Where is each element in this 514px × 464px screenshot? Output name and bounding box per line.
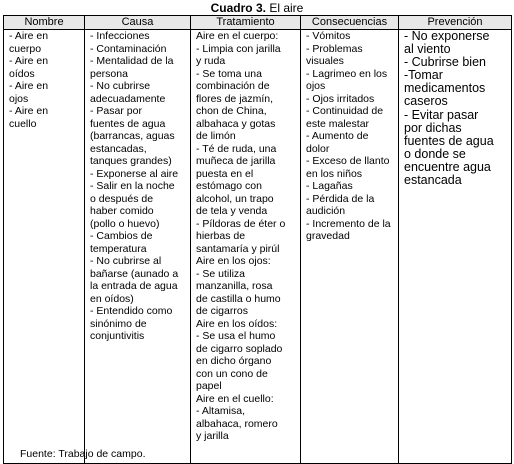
header-causa: Causa (85, 16, 191, 30)
tratamiento-list (196, 30, 298, 443)
consecuencias-line: - Exceso de llanto (306, 155, 390, 167)
nombre-line: oídos (9, 67, 35, 80)
nombre-line: - Aire en (9, 105, 49, 117)
causa-line: - No cubrirse (90, 80, 151, 92)
causa-line: - Contaminación (90, 42, 167, 55)
tratamiento-line: santamaría y pirúl (196, 242, 280, 255)
tratamiento-line: con un cono de (196, 367, 268, 380)
nombre-line: cuello (9, 117, 37, 130)
tratamiento-line: de cigarros (196, 305, 248, 317)
cell-tratamiento (191, 30, 301, 464)
causa-line: - Entendido como (90, 305, 173, 317)
tratamiento-line: de tela y venda (196, 205, 268, 217)
prevencion-line: por dichas (404, 120, 462, 135)
causa-line: bañarse (aunado a (90, 267, 179, 280)
consecuencias-line: dolor (306, 142, 330, 155)
causa-line: la entrada de agua (90, 280, 178, 292)
cell-nombre (4, 30, 85, 464)
tratamiento-line: manzanilla, rosa (196, 280, 273, 292)
nombre-line: - Aire en (9, 30, 49, 42)
tratamiento-line: de limón (196, 130, 236, 142)
prevencion-list (404, 30, 509, 187)
causa-line: adecuadamente (90, 92, 166, 105)
consecuencias-line: - Lagañas (306, 180, 353, 192)
nombre-line: - Aire en (9, 55, 49, 67)
prevencion-line: - Evitar pasar (404, 107, 479, 122)
tratamiento-line: - Té de ruda, una (196, 142, 277, 155)
tratamiento-line: albahaca y gotas (196, 117, 276, 130)
consecuencias-line: - Problemas (306, 42, 363, 55)
tratamiento-line: puesta en el (196, 167, 254, 180)
caption-text: El aire (269, 1, 304, 15)
prevencion-line: -Tomar (404, 68, 443, 83)
caption-number: Cuadro 3. (210, 1, 266, 15)
cell-causa (85, 30, 191, 464)
prevencion-line: encuentre agua (404, 159, 491, 174)
cell-prevencion (399, 30, 512, 464)
tratamiento-line: y jarilla (196, 430, 229, 442)
causa-line: temperatura (90, 242, 147, 255)
tratamiento-line: albahaca, romero (196, 417, 278, 430)
nombre-line: ojos (9, 92, 29, 105)
causa-line: - Cambios de (90, 230, 153, 242)
causa-line: - No cubrirse al (90, 255, 162, 267)
consecuencias-list (306, 30, 396, 243)
prevencion-line: fuentes de agua (404, 133, 494, 148)
consecuencias-line: gravedad (306, 230, 350, 242)
tratamiento-line: - Se usa el humo (196, 330, 276, 342)
prevencion-line: medicamentos (404, 81, 486, 96)
consecuencias-line: - Lagrimeo en los (306, 67, 388, 80)
consecuencias-line: visuales (306, 55, 344, 67)
consecuencias-line: audición (306, 205, 346, 217)
tratamiento-line: flores de jazmín, (196, 92, 274, 105)
tratamiento-line: - Píldoras de éter o (196, 217, 286, 230)
consecuencias-line: en los niños (306, 167, 363, 180)
nombre-line: cuerpo (9, 42, 42, 55)
causa-line: haber comido (90, 205, 154, 217)
nombre-line: - Aire en (9, 80, 49, 92)
tratamiento-line: combinación de (196, 80, 270, 92)
consecuencias-line: - Vómitos (306, 30, 351, 42)
prevencion-line: o donde se (404, 146, 466, 161)
tratamiento-line: muñeca de jarilla (196, 155, 276, 167)
causa-line: sinónimo de (90, 317, 147, 330)
header-tratamiento: Tratamiento (191, 16, 301, 30)
tratamiento-line: de cigarro soplado (196, 342, 283, 355)
cell-consecuencias (301, 30, 399, 464)
nombre-list (9, 30, 82, 130)
consecuencias-line: ojos (306, 80, 326, 92)
causa-line: o después de (90, 192, 154, 205)
source-note: Fuente: Trabajo de campo. (20, 448, 146, 460)
causa-line: tanques grandes) (90, 155, 172, 167)
table-row (4, 30, 512, 464)
tratamiento-line: estómago con (196, 180, 262, 192)
prevencion-line: estancada (404, 173, 462, 188)
consecuencias-line: - Incremento de la (306, 217, 391, 230)
tratamiento-line: Aire en el cuello: (196, 392, 274, 405)
causa-line: estancadas, (90, 142, 147, 155)
consecuencias-line: - Pérdida de la (306, 192, 375, 205)
causa-line: persona (90, 67, 128, 80)
tratamiento-line: y ruda (196, 55, 226, 67)
causa-line: - Infecciones (90, 30, 150, 42)
tratamiento-line: - Altamisa, (196, 405, 246, 417)
causa-line: (barrancas, aguas (90, 130, 175, 142)
consecuencias-line: este malestar (306, 117, 370, 130)
prevencion-line: caseros (404, 94, 448, 109)
header-nombre: Nombre (4, 16, 85, 30)
consecuencias-line: - Continuidad de (306, 105, 384, 117)
causa-line: - Mentalidad de la (90, 55, 174, 67)
header-consecuencias: Consecuencias (301, 16, 399, 30)
causa-line: - Pasar por (90, 105, 142, 117)
tratamiento-line: en dicho órgano (196, 355, 272, 367)
consecuencias-line: - Aumento de (306, 130, 369, 142)
causa-line: - Salir en la noche (90, 180, 175, 192)
causa-line: (pollo o huevo) (90, 217, 160, 230)
prevencion-line: - No exponerse (404, 29, 490, 43)
tratamiento-line: Aire en los oídos: (196, 317, 278, 330)
table-caption (0, 2, 514, 15)
header-row (4, 16, 512, 30)
tratamiento-line: - Se toma una (196, 67, 262, 80)
tratamiento-line: - Se utiliza (196, 267, 246, 280)
causa-line: - Exponerse al aire (90, 167, 179, 180)
prevencion-line: - Cubrirse bien (404, 55, 486, 70)
tratamiento-line: alcohol, un trapo (196, 192, 274, 205)
tratamiento-line: papel (196, 380, 222, 392)
causa-line: en oídos) (90, 292, 134, 305)
causa-list (90, 30, 188, 343)
causa-line: conjuntivitis (90, 330, 145, 342)
data-table (3, 15, 512, 464)
tratamiento-line: Aire en los ojos: (196, 255, 271, 267)
tratamiento-line: Aire en el cuerpo: (196, 30, 279, 42)
tratamiento-line: hierbas de (196, 230, 246, 242)
tratamiento-line: de castilla o humo (196, 292, 281, 305)
causa-line: fuentes de agua (90, 117, 166, 130)
header-prevencion: Prevención (399, 16, 512, 30)
tratamiento-line: - Limpia con jarilla (196, 42, 281, 55)
consecuencias-line: - Ojos irritados (306, 92, 375, 105)
tratamiento-line: chon de China, (196, 105, 267, 117)
prevencion-line: al viento (404, 42, 451, 57)
